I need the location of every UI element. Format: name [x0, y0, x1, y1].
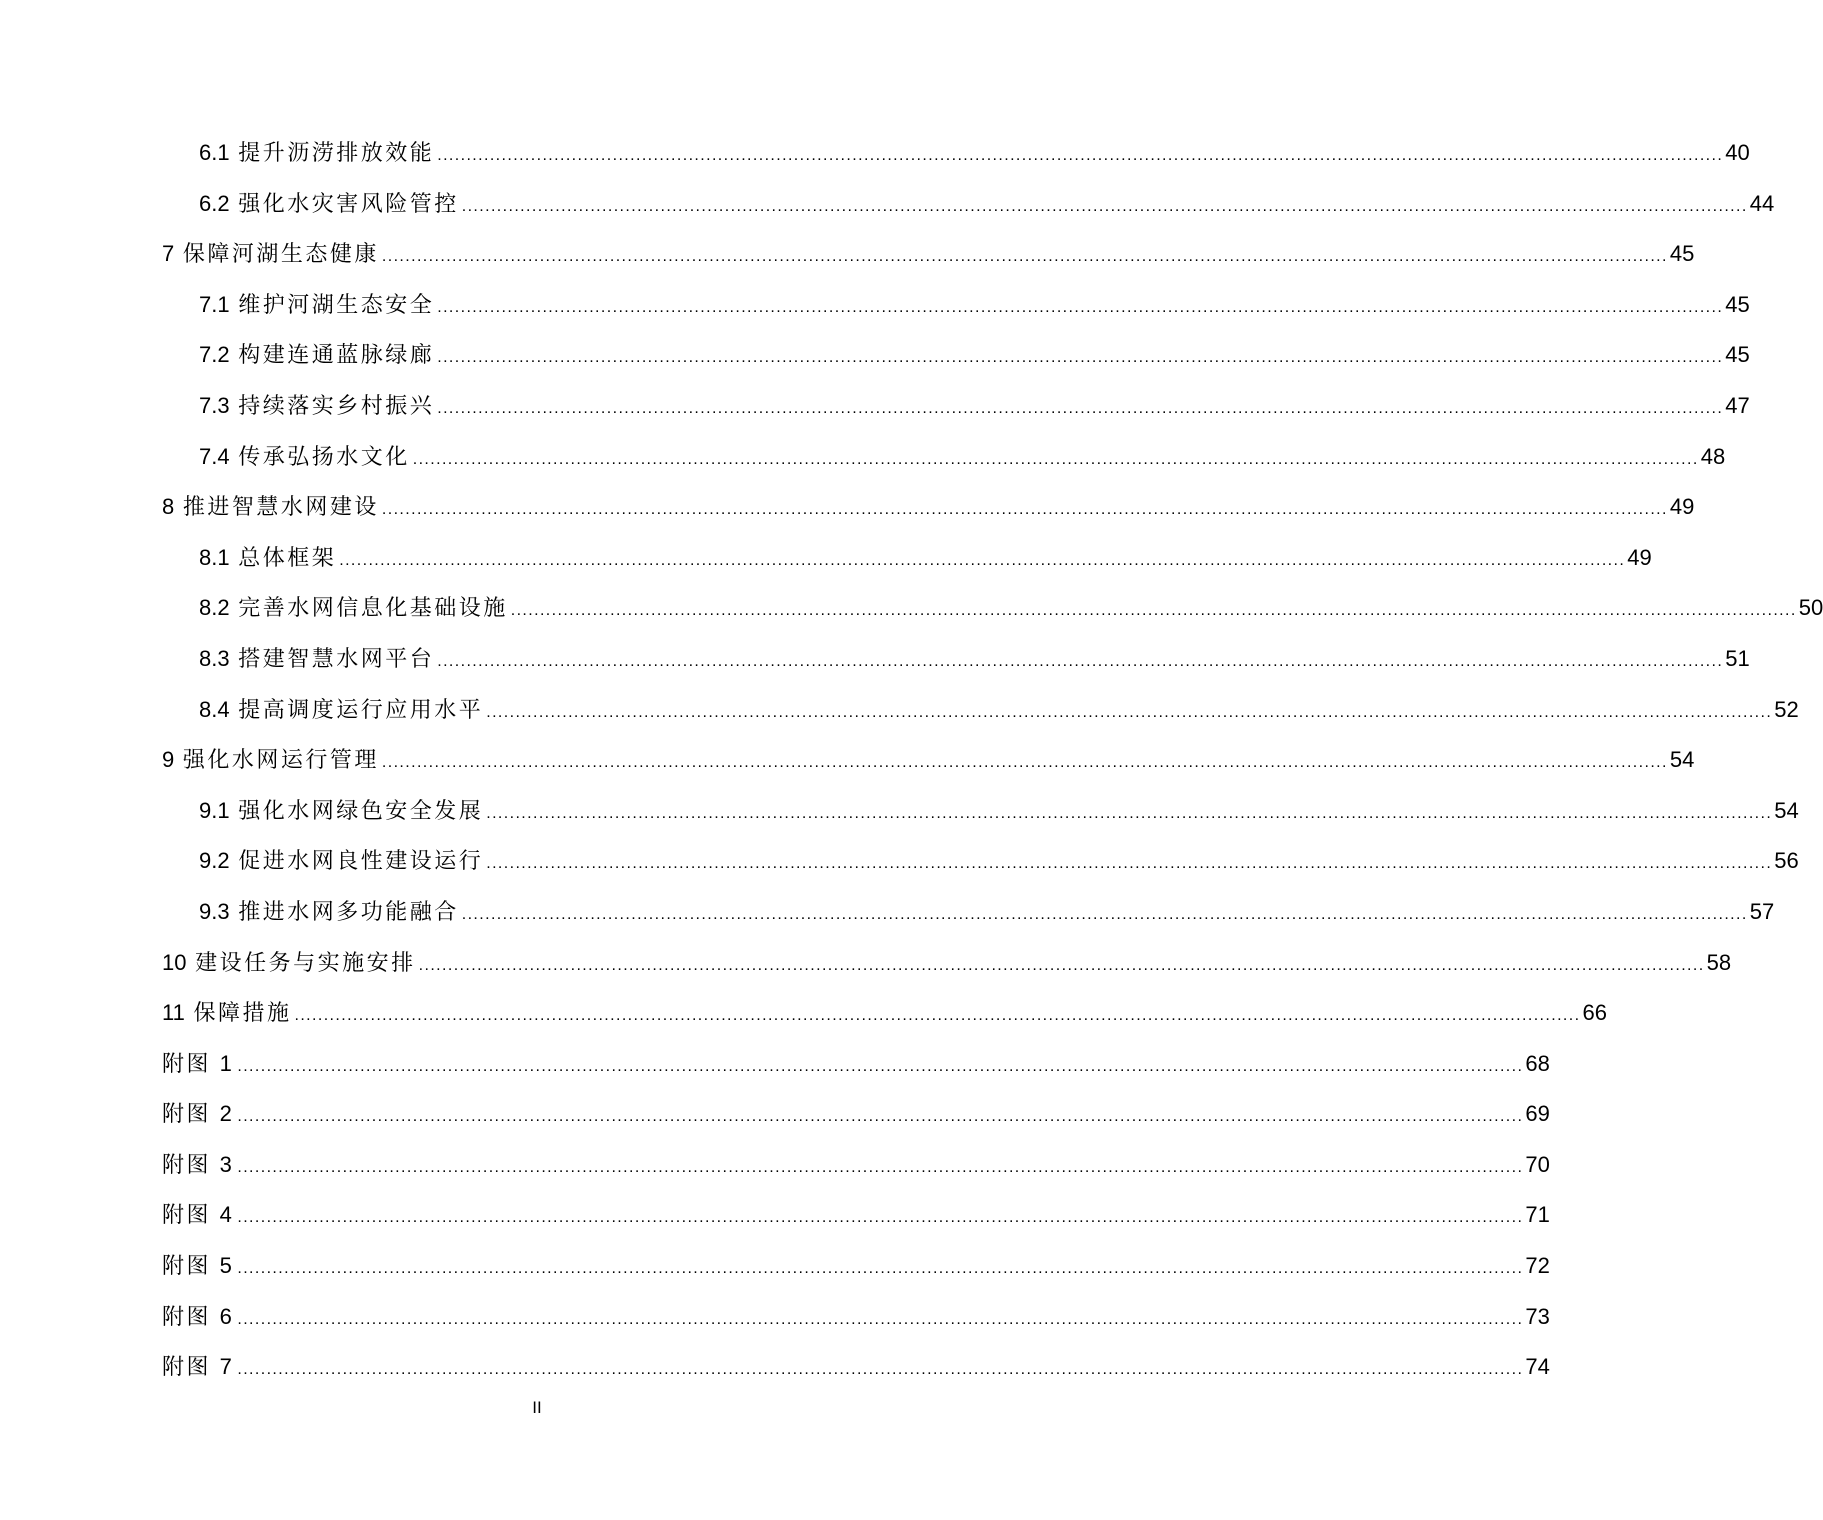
toc-entry-title [162, 1241, 234, 1292]
table-of-contents [162, 128, 1823, 1393]
toc-dot-leader: ............................................................................................................................................................................................................................ [381, 754, 1668, 772]
toc-dot-leader: ............................................................................................................................................................................................................................ [412, 450, 1699, 468]
toc-entry-label: 持续落实乡村振兴 [238, 392, 435, 418]
toc-entry-label: 附图 6 [162, 1303, 235, 1329]
toc-entry-label: 附图 3 [162, 1151, 235, 1177]
toc-entry-number: 7.1 [199, 291, 230, 317]
toc-entry-page: 50 [1798, 595, 1823, 621]
toc-dot-leader: ............................................................................................................................................................................................................................ [237, 1108, 1524, 1126]
toc-entry-label: 附图 5 [162, 1253, 235, 1279]
toc-entry-title [162, 938, 416, 989]
toc-entry-label: 保障河湖生态健康 [182, 241, 379, 267]
toc-dot-leader: ............................................................................................................................................................................................................................ [437, 349, 1724, 367]
toc-entry-page: 45 [1725, 291, 1750, 317]
toc-entry[interactable] [162, 583, 1823, 634]
toc-entry-title [199, 179, 459, 230]
toc-entry-number: 7.3 [199, 392, 230, 418]
toc-entry-title [162, 988, 291, 1039]
toc-dot-leader: ............................................................................................................................................................................................................................ [486, 855, 1773, 873]
toc-entry-page: 74 [1525, 1354, 1550, 1380]
toc-entry[interactable] [162, 1140, 1550, 1191]
toc-entry-number: 8 [162, 494, 175, 520]
toc-entry-title [199, 330, 434, 381]
toc-entry-page: 70 [1525, 1151, 1550, 1177]
toc-entry-page: 54 [1669, 747, 1695, 773]
toc-entry-title [199, 432, 410, 483]
toc-entry-number: 8.3 [199, 645, 230, 671]
toc-entry-number: 7 [162, 241, 175, 267]
toc-entry-page: 72 [1525, 1253, 1550, 1279]
toc-entry-number: 9 [162, 747, 175, 773]
toc-entry-title [162, 1089, 234, 1140]
toc-entry-label: 完善水网信息化基础设施 [238, 595, 508, 621]
toc-entry-label: 强化水网绿色安全发展 [238, 797, 484, 823]
toc-dot-leader: ............................................................................................................................................................................................................................ [237, 1361, 1524, 1379]
toc-entry-label: 构建连通蓝脉绿廊 [238, 342, 435, 368]
toc-entry[interactable] [162, 1292, 1550, 1343]
toc-entry-number: 9.3 [199, 898, 230, 924]
toc-entry-page: 56 [1774, 848, 1799, 874]
toc-entry-title [162, 1039, 234, 1090]
toc-entry-number: 8.4 [199, 696, 230, 722]
toc-entry-title [199, 280, 434, 331]
toc-dot-leader: ............................................................................................................................................................................................................................ [237, 1057, 1524, 1075]
toc-entry-label: 提高调度运行应用水平 [238, 696, 484, 722]
toc-entry-title [199, 887, 459, 938]
toc-entry-label: 总体框架 [238, 544, 337, 570]
toc-entry-label: 搭建智慧水网平台 [238, 645, 435, 671]
toc-dot-leader: ............................................................................................................................................................................................................................ [237, 1260, 1524, 1278]
toc-dot-leader: ............................................................................................................................................................................................................................ [237, 1209, 1524, 1227]
toc-entry-title [162, 229, 379, 280]
toc-entry[interactable] [162, 1342, 1550, 1393]
toc-entry-title [162, 1190, 234, 1241]
toc-entry-title [199, 685, 483, 736]
toc-entry-label: 推进智慧水网建设 [182, 494, 379, 520]
toc-entry-title [199, 583, 508, 634]
toc-entry-title [162, 1292, 234, 1343]
toc-entry-page: 58 [1706, 949, 1732, 975]
toc-entry-number: 9.1 [199, 797, 230, 823]
toc-entry[interactable] [162, 1241, 1550, 1292]
toc-entry[interactable] [162, 634, 1750, 685]
toc-entry-label: 强化水灾害风险管控 [238, 190, 459, 216]
toc-entry[interactable] [162, 482, 1695, 533]
toc-entry[interactable] [162, 432, 1726, 483]
toc-entry[interactable] [162, 685, 1799, 736]
toc-entry-page: 44 [1749, 190, 1775, 216]
toc-entry[interactable] [162, 1190, 1550, 1241]
toc-entry-page: 51 [1725, 645, 1750, 671]
toc-entry-number: 7.2 [199, 342, 230, 368]
toc-entry-page: 68 [1525, 1050, 1550, 1076]
toc-entry[interactable] [162, 280, 1750, 331]
toc-entry[interactable] [162, 330, 1750, 381]
toc-entry[interactable] [162, 938, 1732, 989]
toc-dot-leader: ............................................................................................................................................................................................................................ [461, 197, 1748, 215]
toc-dot-leader: ............................................................................................................................................................................................................................ [510, 602, 1797, 620]
toc-entry-number: 8.2 [199, 595, 230, 621]
toc-entry-label: 传承弘扬水文化 [238, 443, 410, 469]
toc-entry-page: 69 [1525, 1101, 1550, 1127]
toc-entry-page: 45 [1669, 241, 1695, 267]
toc-entry-label: 附图 7 [162, 1354, 235, 1380]
toc-entry-title [199, 786, 483, 837]
toc-entry-title [162, 1140, 234, 1191]
toc-entry[interactable] [162, 229, 1695, 280]
toc-entry-page: 71 [1525, 1202, 1550, 1228]
toc-entry-page: 48 [1700, 443, 1726, 469]
toc-entry-title [199, 381, 434, 432]
toc-dot-leader: ............................................................................................................................................................................................................................ [486, 804, 1773, 822]
toc-entry-label: 保障措施 [193, 1000, 292, 1026]
toc-entry-label: 维护河湖生态安全 [238, 291, 435, 317]
toc-entry-number: 6.1 [199, 140, 230, 165]
toc-entry-page: 54 [1774, 797, 1799, 823]
toc-entry-page: 73 [1525, 1303, 1550, 1329]
toc-entry-title [199, 836, 483, 887]
toc-entry-label: 附图 1 [162, 1050, 235, 1076]
toc-dot-leader: ............................................................................................................................................................................................................................ [418, 956, 1705, 974]
toc-entry[interactable] [162, 128, 1750, 179]
toc-entry-label: 促进水网良性建设运行 [238, 848, 484, 874]
toc-dot-leader: ............................................................................................................................................................................................................................ [237, 1158, 1524, 1176]
toc-dot-leader: ............................................................................................................................................................................................................................ [237, 1310, 1524, 1328]
toc-dot-leader: ............................................................................................................................................................................................................................ [437, 298, 1724, 316]
toc-entry-page: 52 [1774, 696, 1799, 722]
toc-entry-title [199, 128, 434, 179]
toc-entry-label: 强化水网运行管理 [182, 747, 379, 773]
toc-entry-title [199, 533, 336, 584]
toc-dot-leader: ............................................................................................................................................................................................................................ [461, 905, 1748, 923]
toc-entry[interactable] [162, 381, 1750, 432]
toc-dot-leader: ............................................................................................................................................................................................................................ [437, 147, 1724, 164]
toc-entry-number: 9.2 [199, 848, 230, 874]
toc-dot-leader: ............................................................................................................................................................................................................................ [437, 652, 1724, 670]
toc-entry[interactable] [162, 1089, 1550, 1140]
toc-entry-number: 7.4 [199, 443, 230, 469]
toc-entry[interactable] [162, 735, 1695, 786]
toc-entry-number: 10 [162, 949, 187, 975]
toc-dot-leader: ............................................................................................................................................................................................................................ [437, 399, 1724, 417]
toc-entry-label: 附图 4 [162, 1202, 235, 1228]
toc-entry[interactable] [162, 179, 1775, 230]
toc-entry-page: 49 [1627, 544, 1652, 570]
toc-entry-title [162, 1342, 234, 1393]
toc-entry-label: 推进水网多功能融合 [238, 898, 459, 924]
toc-entry-page: 49 [1669, 494, 1695, 520]
toc-entry-title [162, 735, 379, 786]
toc-entry-label: 提升沥涝排放效能 [238, 140, 435, 165]
toc-entry-page: 57 [1749, 898, 1775, 924]
toc-dot-leader: ............................................................................................................................................................................................................................ [339, 551, 1626, 569]
toc-entry[interactable] [162, 887, 1775, 938]
toc-entry-page: 47 [1725, 392, 1750, 418]
toc-entry-number: 8.1 [199, 544, 230, 570]
toc-entry-title [199, 634, 434, 685]
page-number: II [532, 1398, 542, 1417]
toc-dot-leader: ............................................................................................................................................................................................................................ [381, 501, 1668, 519]
toc-entry[interactable] [162, 836, 1799, 887]
toc-entry[interactable] [162, 533, 1652, 584]
toc-entry-page: 66 [1582, 1000, 1607, 1026]
toc-entry[interactable] [162, 1039, 1550, 1090]
toc-entry-label: 附图 2 [162, 1101, 235, 1127]
toc-entry[interactable] [162, 786, 1799, 837]
toc-entry-label: 建设任务与实施安排 [195, 949, 416, 975]
toc-dot-leader: ............................................................................................................................................................................................................................ [381, 248, 1668, 266]
toc-entry-number: 11 [162, 1000, 185, 1026]
toc-dot-leader: ............................................................................................................................................................................................................................ [294, 1007, 1581, 1025]
toc-dot-leader: ............................................................................................................................................................................................................................ [486, 703, 1773, 721]
toc-entry-number: 6.2 [199, 190, 230, 216]
toc-entry-page: 45 [1725, 342, 1750, 368]
toc-entry-title [162, 482, 379, 533]
toc-entry-page: 40 [1725, 140, 1750, 165]
toc-entry[interactable] [162, 988, 1607, 1039]
